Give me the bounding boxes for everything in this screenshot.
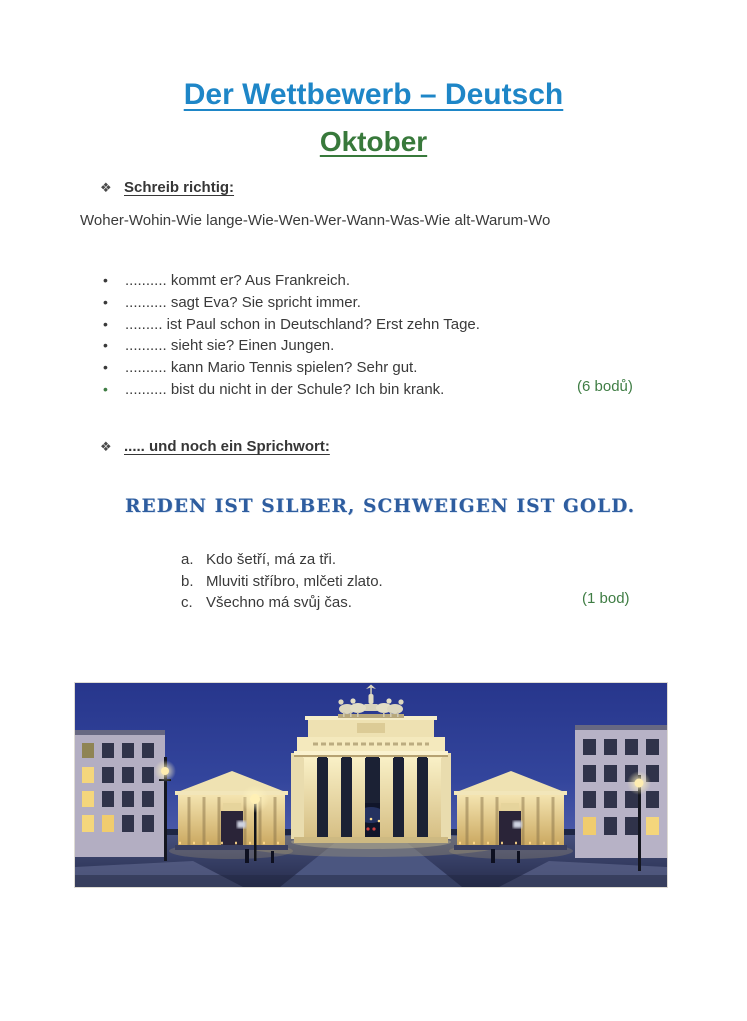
bullet-icon: • xyxy=(103,359,108,376)
bullet-icon: • xyxy=(103,337,108,354)
proverb-text: REDEN IST SILBER, SCHWEIGEN IST GOLD. xyxy=(125,496,636,517)
option-text: Kdo šetří, má za tři. xyxy=(206,551,337,568)
diamond-bullet-icon: ❖ xyxy=(100,439,112,454)
list-item xyxy=(103,314,480,336)
question-text: .......... kommt er? Aus Frankreich. xyxy=(125,272,351,289)
answer-options xyxy=(181,549,383,614)
list-item xyxy=(103,379,480,401)
option-text: Mluviti stříbro, mlčeti zlato. xyxy=(206,572,383,590)
section-sprichwort-label: ..... und noch ein Sprichwort: xyxy=(124,438,330,455)
page-title: Der Wettbewerb – Deutsch xyxy=(183,78,564,111)
question-text: .......... sagt Eva? Sie spricht immer. xyxy=(125,293,361,311)
list-item xyxy=(181,592,383,614)
question-text: ......... ist Paul schon in Deutschland? Erst zehn Tage. xyxy=(125,315,480,333)
question-text: .......... sieht sie? Einen Jungen. xyxy=(125,337,335,355)
section-schreib-label: Schreib richtig: xyxy=(124,179,235,196)
right-building xyxy=(575,725,667,858)
bullet-icon: • xyxy=(103,293,108,310)
brandenburg-gate xyxy=(291,716,451,843)
bullet-icon: • xyxy=(103,380,108,397)
question-list xyxy=(103,270,480,401)
diamond-bullet-icon: ❖ xyxy=(100,180,112,195)
word-bank-line: Woher-Wohin-Wie lange-Wie-Wen-Wer-Wann-Was-Wie alt-Warum-Wo xyxy=(80,212,551,229)
points-badge-sprichwort: (1 bod) xyxy=(582,590,630,607)
bullet-icon: • xyxy=(103,315,108,332)
brandenburg-gate-night-photo xyxy=(75,683,667,887)
left-building xyxy=(75,730,165,857)
question-text: .......... bist du nicht in der Schule? Ich bin krank. xyxy=(125,380,445,398)
list-item xyxy=(103,335,480,357)
brandenburg-gate-illustration xyxy=(75,683,667,887)
points-badge-schreib: (6 bodů) xyxy=(577,378,633,395)
option-letter: a. xyxy=(181,551,194,568)
page-subtitle: Oktober xyxy=(319,126,428,157)
bullet-icon: • xyxy=(103,272,108,288)
section-schreib-heading xyxy=(100,179,234,196)
list-item xyxy=(103,357,480,379)
list-item xyxy=(103,292,480,314)
section-sprichwort-heading xyxy=(100,438,330,455)
question-text: .......... kann Mario Tennis spielen? Sehr gut. xyxy=(125,359,418,377)
list-item xyxy=(103,270,480,292)
option-letter: b. xyxy=(181,572,194,590)
option-letter: c. xyxy=(181,594,193,612)
list-item xyxy=(181,571,383,593)
option-text: Všechno má svůj čas. xyxy=(206,594,352,612)
list-item xyxy=(181,549,383,571)
